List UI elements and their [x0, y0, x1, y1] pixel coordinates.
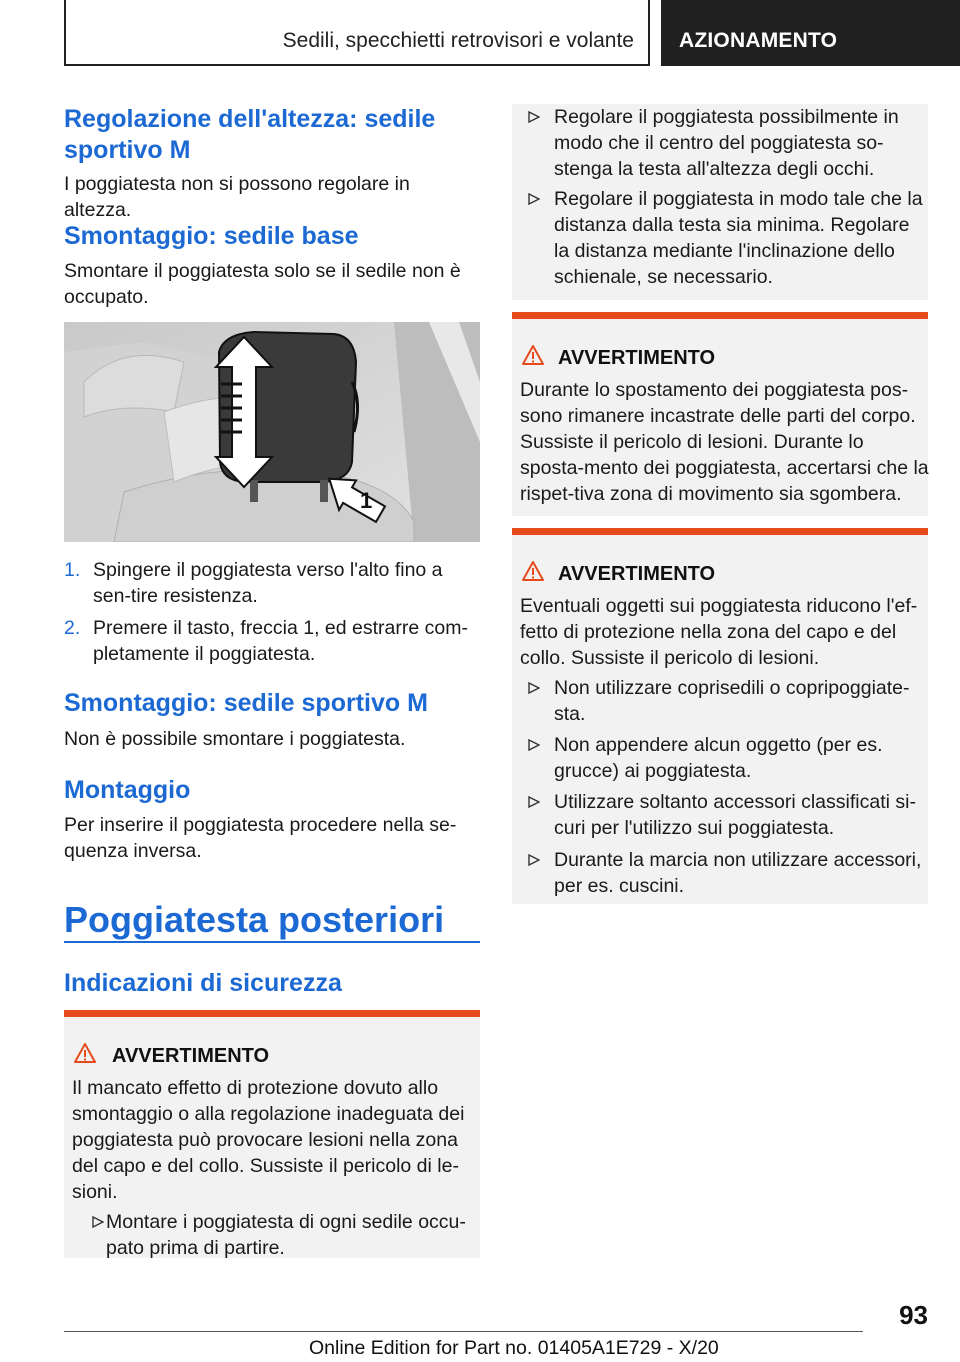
headrest-illustration — [64, 322, 480, 542]
warning-bullet-4 — [512, 847, 928, 899]
footer-rule — [64, 1331, 863, 1332]
adjust-bullet-2 — [512, 186, 928, 290]
bullet-triangle-icon — [528, 854, 540, 866]
step-2 — [64, 615, 480, 667]
step-1 — [64, 557, 480, 609]
bullet-triangle-icon — [528, 739, 540, 751]
bullet-triangle-icon — [528, 111, 540, 123]
warning-title: AVVERTIMENTO — [558, 563, 716, 585]
warning-triangle-icon — [522, 345, 544, 365]
warning-title: AVVERTIMENTO — [112, 1045, 270, 1067]
heading-safety: Indicazioni di sicurezza — [64, 969, 342, 997]
header-section-box — [64, 0, 650, 66]
warning-bullet-3-text: Utilizzare soltanto accessori classificati si-curi per l'utilizzo sui poggiatesta. — [554, 791, 916, 839]
warning-text: Il mancato effetto di protezione dovuto allo smontaggio o alla regolazione inadeguata dei poggiatesta può provocare lesioni nella zona del capo e del collo. Sussiste il pericolo di le-sioni. — [72, 1077, 465, 1203]
adjust-instructions-box — [512, 104, 928, 300]
warning-title: AVVERTIMENTO — [558, 347, 716, 369]
warning-box-right-1 — [512, 312, 928, 516]
footer-edition: Online Edition for Part no. 01405A1E729 - X/20 — [309, 1337, 719, 1359]
heading-rear-headrests: Poggiatesta posteriori — [64, 899, 445, 940]
header-chapter-tab[interactable] — [661, 0, 960, 66]
warning-bullet-4-text: Durante la marcia non utilizzare accessori, per es. cuscini. — [554, 849, 922, 897]
warning-bullet-1-text: Non utilizzare coprisedili o copripoggiate-sta. — [554, 677, 910, 725]
step-2-text: Premere il tasto, freccia 1, ed estrarre com-pletamente il poggiatesta. — [93, 617, 468, 665]
adjust-bullet-2-text: Regolare il poggiatesta in modo tale che la distanza dalla testa sia minima. Regolare la distanza mediante l'inclinazione dello schienale, se necessario. — [554, 188, 923, 288]
warning-triangle-icon — [522, 561, 544, 581]
step-1-text: Spingere il poggiatesta verso l'alto fino a sen-tire resistenza. — [93, 559, 443, 607]
heading-remove-base-seat: Smontaggio: sedile base — [64, 222, 359, 250]
heading-mount: Montaggio — [64, 776, 191, 804]
warning-text: Eventuali oggetti sui poggiatesta riducono l'ef-fetto di protezione nella zona del capo e del collo. Sussiste il pericolo di lesioni. — [520, 595, 918, 669]
step-2-number: 2. — [64, 617, 81, 639]
warning-bullet-3 — [512, 789, 928, 841]
warning-bullet-1 — [512, 675, 928, 727]
warning-bullet-2 — [512, 732, 928, 784]
warning-box-left — [64, 1010, 480, 1258]
adjust-bullet-1 — [512, 104, 928, 182]
bullet-triangle-icon — [528, 682, 540, 694]
warning-bullet — [64, 1209, 480, 1261]
illustration-callout-1: 1 — [360, 488, 373, 513]
warning-box-right-2 — [512, 528, 928, 904]
text-height-sport-seat: I poggiatesta non si possono regolare in altezza. — [64, 173, 410, 221]
heading-remove-sport-seat: Smontaggio: sedile sportivo M — [64, 689, 428, 717]
headrest-removal-figure — [64, 322, 480, 542]
warning-bullet-2-text: Non appendere alcun oggetto (per es. grucce) ai poggiatesta. — [554, 734, 883, 782]
bullet-triangle-icon — [92, 1216, 104, 1228]
text-remove-sport-seat: Non è possibile smontare i poggiatesta. — [64, 728, 406, 750]
page-number: 93 — [899, 1300, 928, 1330]
warning-triangle-icon — [74, 1043, 96, 1063]
text-remove-base-seat: Smontare il poggiatesta solo se il sedile non è occupato. — [64, 260, 461, 308]
header-section-title: Sedili, specchietti retrovisori e volante — [282, 29, 634, 52]
header-chapter-label: AZIONAMENTO — [679, 29, 838, 52]
bullet-triangle-icon — [528, 193, 540, 205]
adjust-bullet-1-text: Regolare il poggiatesta possibilmente in modo che il centro del poggiatesta so-stenga la testa all'altezza degli occhi. — [554, 106, 899, 180]
heading-height-sport-seat: Regolazione dell'altezza: sedile sportivo M — [64, 105, 436, 164]
warning-text: Durante lo spostamento dei poggiatesta pos-sono rimanere incastrate delle parti del corpo. Sussiste il pericolo di lesioni. Durante lo sposta-mento dei poggiatesta, accertarsi che la rispet-tiva zona di movimento sia sgombera. — [520, 379, 929, 505]
heading-rule — [64, 941, 480, 943]
warning-bullet-text: Montare i poggiatesta di ogni sedile occu-pato prima di partire. — [106, 1211, 466, 1259]
step-1-number: 1. — [64, 559, 81, 581]
text-mount: Per inserire il poggiatesta procedere nella se-quenza inversa. — [64, 814, 457, 862]
bullet-triangle-icon — [528, 796, 540, 808]
